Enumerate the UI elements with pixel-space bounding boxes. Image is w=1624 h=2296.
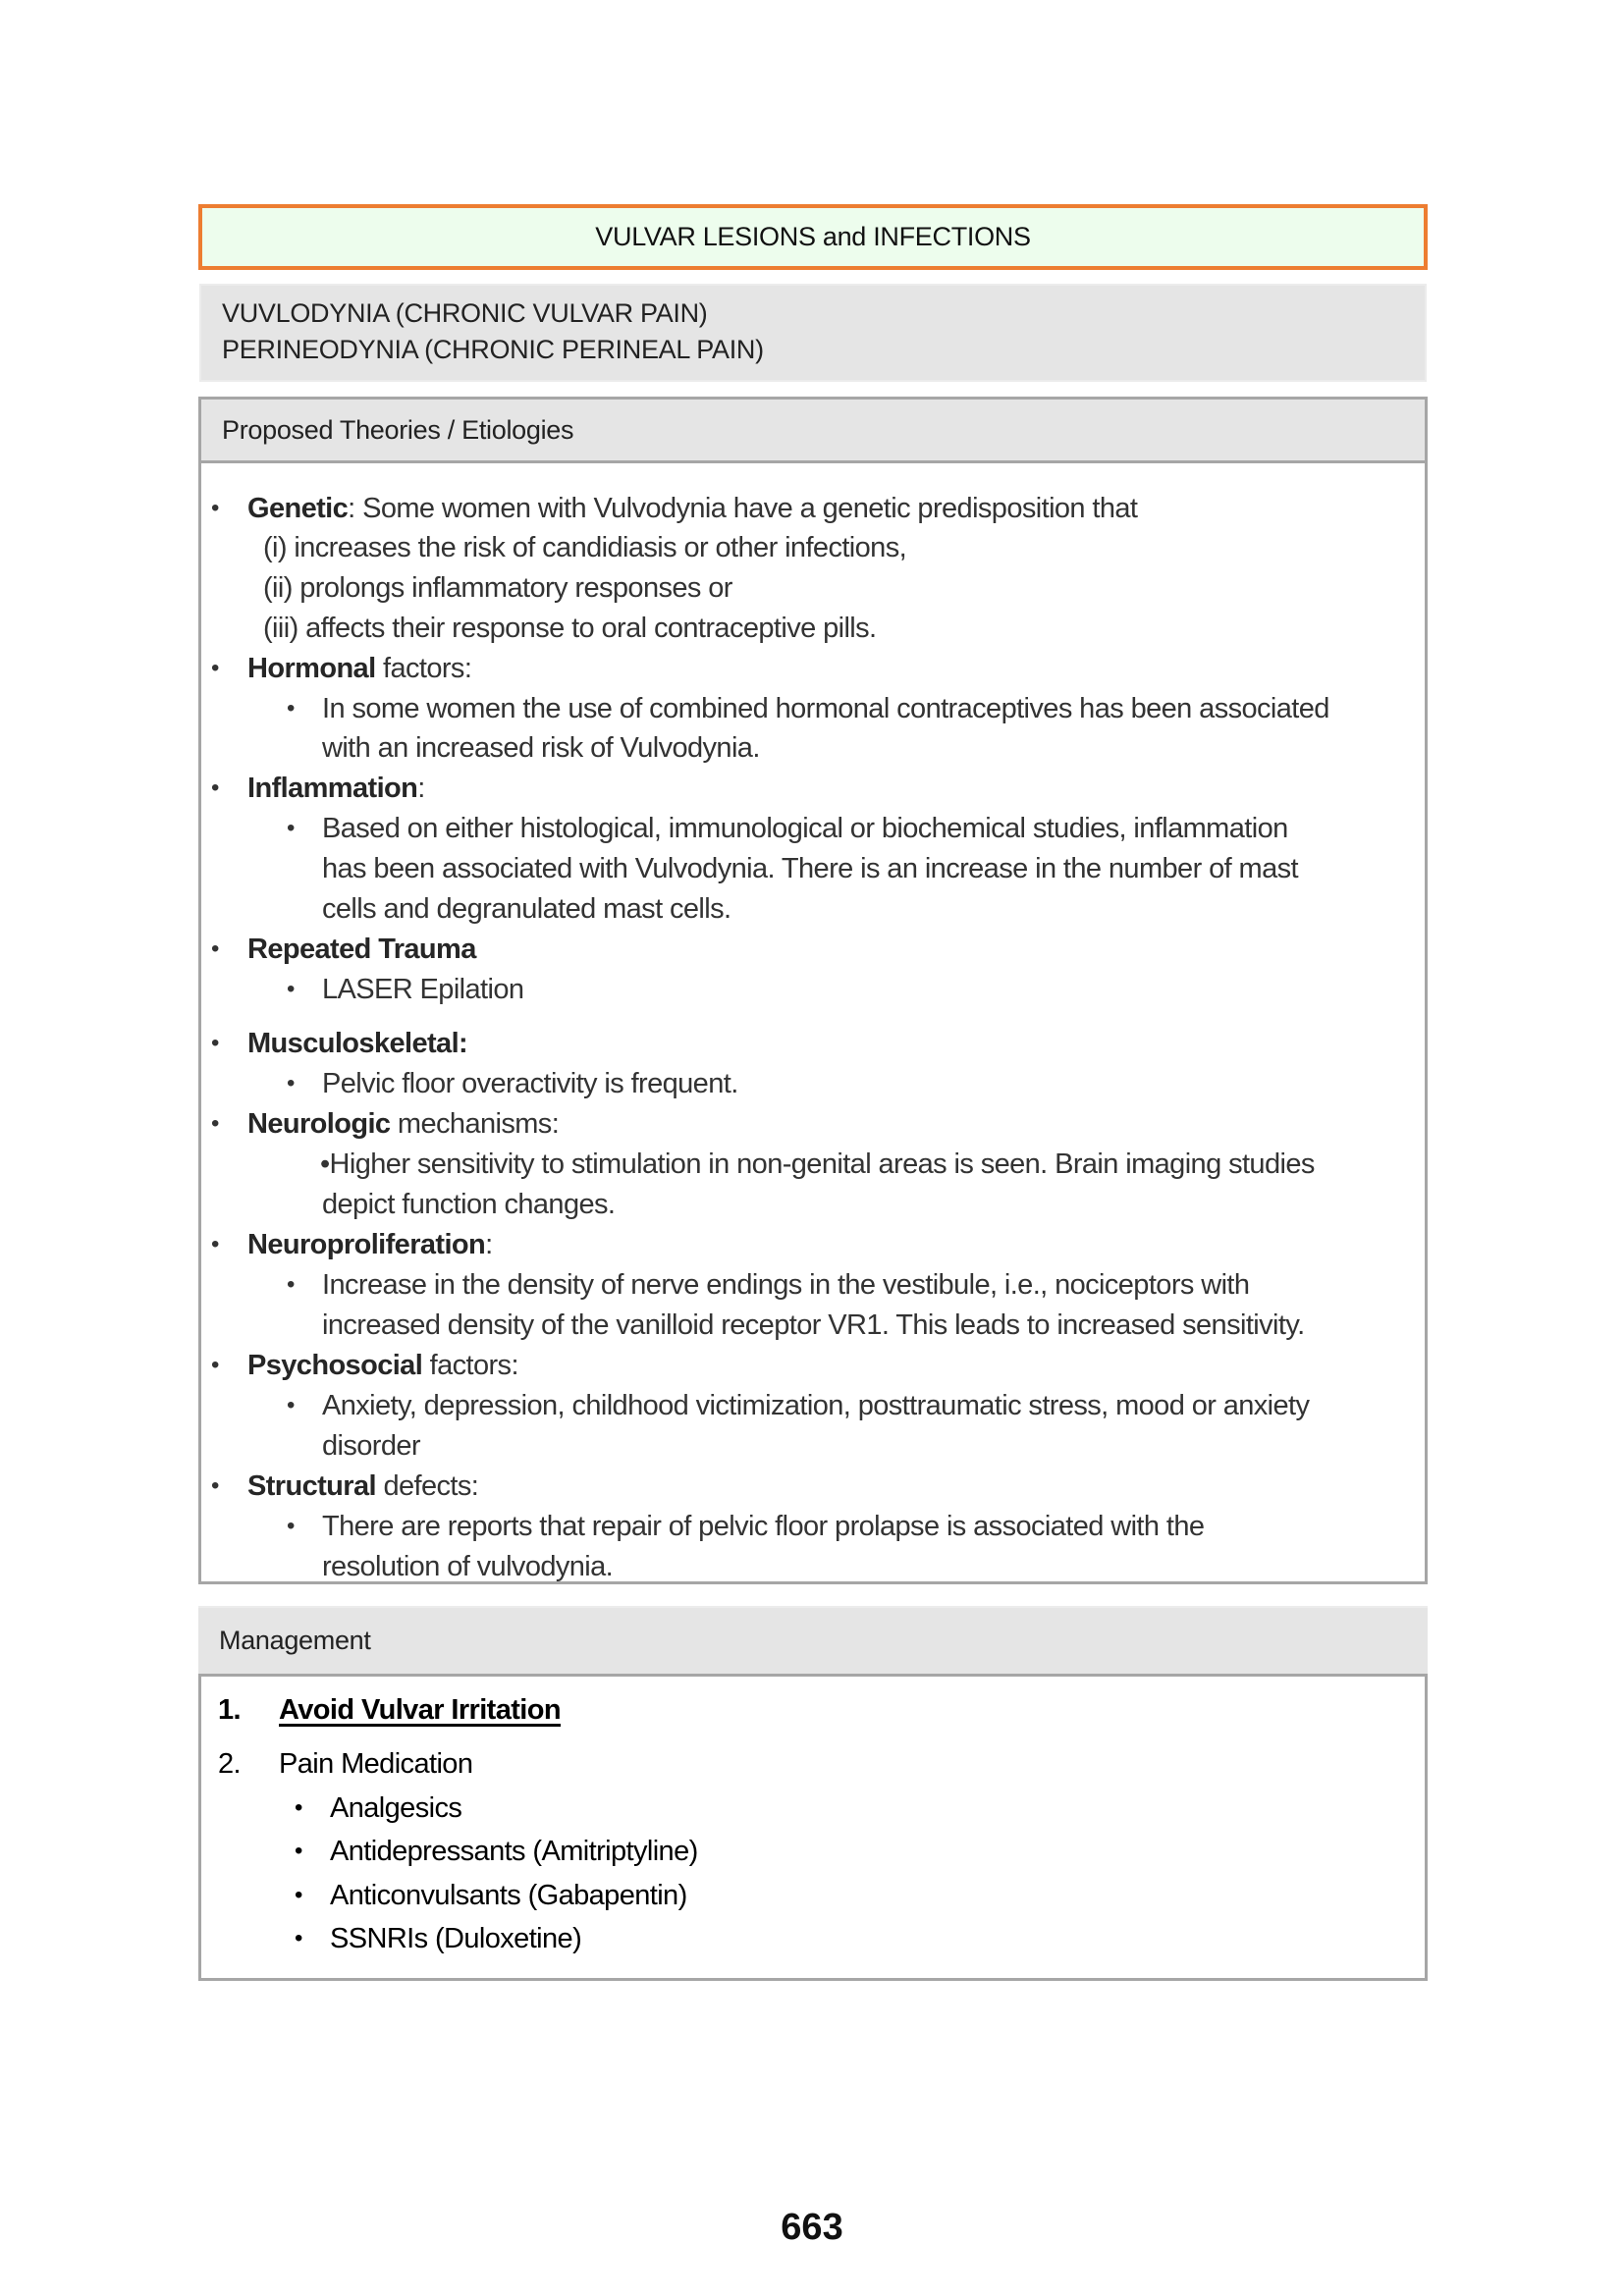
etiology-hormonal: Hormonal factors: [247,653,472,684]
etiology-repeated-trauma: Repeated Trauma [247,934,476,965]
bullet-icon: • [211,1231,220,1257]
bullet-icon: • [211,495,220,521]
bullet-icon: • [211,1030,220,1056]
medication-anticonvulsants: Anticonvulsants (Gabapentin) [330,1880,687,1911]
management-header [198,1606,1428,1677]
etiology-hormonal-sub-1b: with an increased risk of Vulvodynia. [322,732,760,764]
etiology-structural-sub-1b: resolution of vulvodynia. [322,1551,614,1582]
sub-bullet-icon: • [287,1271,296,1298]
etiology-repeated-trauma-sub-1: LASER Epilation [322,974,524,1005]
sub-bullet-icon: • [287,1392,296,1418]
subtitle-line-1: VUVLODYNIA (CHRONIC VULVAR PAIN) [222,298,708,328]
etiology-neurologic-sub-1: •Higher sensitivity to stimulation in non-genital areas is seen. Brain imaging studies [320,1148,1315,1180]
sub-bullet-icon: • [295,1838,303,1864]
etiology-genetic-sub-2: (ii) prolongs inflammatory responses or [263,572,732,604]
etiologies-header [198,397,1428,463]
etiology-musculoskeletal-sub-1: Pelvic floor overactivity is frequent. [322,1068,738,1099]
bullet-icon: • [211,935,220,962]
page-number: 663 [781,2207,843,2248]
sub-bullet-icon: • [295,1794,303,1821]
sub-bullet-icon: • [287,1070,296,1096]
etiology-neuroproliferation-sub-1: Increase in the density of nerve endings in the vestibule, i.e., nociceptors with [322,1269,1250,1301]
management-item-1-number: 1. [218,1694,241,1726]
etiologies-header-label: Proposed Theories / Etiologies [222,414,574,445]
sub-bullet-icon: • [295,1925,303,1951]
etiology-genetic-sub-3: (iii) affects their response to oral contraceptive pills. [263,613,877,644]
subtitle-box [199,284,1427,382]
sub-bullet-icon: • [287,815,296,841]
management-item-2-label: Pain Medication [279,1748,473,1780]
etiology-structural: Structural defects: [247,1470,479,1502]
medication-antidepressants: Antidepressants (Amitriptyline) [330,1836,698,1867]
etiology-musculoskeletal: Musculoskeletal: [247,1028,468,1059]
sub-bullet-icon: • [287,976,296,1002]
bullet-icon: • [211,774,220,801]
management-header-label: Management [219,1626,371,1655]
bullet-icon: • [211,1472,220,1499]
management-item-1-label: Avoid Vulvar Irritation [279,1694,561,1726]
etiology-structural-sub-1: There are reports that repair of pelvic floor prolapse is associated with the [322,1511,1205,1542]
etiology-genetic: Genetic: Some women with Vulvodynia have a genetic predisposition that [247,493,1138,524]
etiology-neurologic-sub-1b: depict function changes. [322,1189,616,1220]
etiology-psychosocial: Psychosocial factors: [247,1350,518,1381]
etiology-inflammation: Inflammation: [247,773,425,804]
etiology-psychosocial-sub-1b: disorder [322,1430,420,1462]
etiology-psychosocial-sub-1: Anxiety, depression, childhood victimization, posttraumatic stress, mood or anxiety [322,1390,1310,1421]
sub-bullet-icon: • [287,1513,296,1539]
page-title-box [198,204,1428,270]
etiology-inflammation-sub-1: Based on either histological, immunological or biochemical studies, inflammation [322,813,1288,844]
etiology-neuroproliferation: Neuroproliferation: [247,1229,493,1260]
medication-analgesics: Analgesics [330,1792,462,1824]
etiology-neuroproliferation-sub-1b: increased density of the vanilloid receptor VR1. This leads to increased sensitivity. [322,1309,1305,1341]
sub-bullet-icon: • [287,695,296,721]
bullet-icon: • [211,1110,220,1137]
bullet-icon: • [211,655,220,681]
etiology-hormonal-sub-1: In some women the use of combined hormonal contraceptives has been associated [322,693,1329,724]
page-title: VULVAR LESIONS and INFECTIONS [595,222,1031,251]
management-item-2-number: 2. [218,1748,241,1780]
etiology-genetic-sub-1: (i) increases the risk of candidiasis or other infections, [263,532,907,563]
medication-ssnris: SSNRIs (Duloxetine) [330,1923,582,1954]
etiology-neurologic: Neurologic mechanisms: [247,1108,560,1140]
etiology-inflammation-sub-1b: has been associated with Vulvodynia. There is an increase in the number of mast [322,853,1298,884]
subtitle-line-2: PERINEODYNIA (CHRONIC PERINEAL PAIN) [222,335,764,364]
etiology-inflammation-sub-1c: cells and degranulated mast cells. [322,893,731,925]
bullet-icon: • [211,1352,220,1378]
sub-bullet-icon: • [295,1882,303,1908]
